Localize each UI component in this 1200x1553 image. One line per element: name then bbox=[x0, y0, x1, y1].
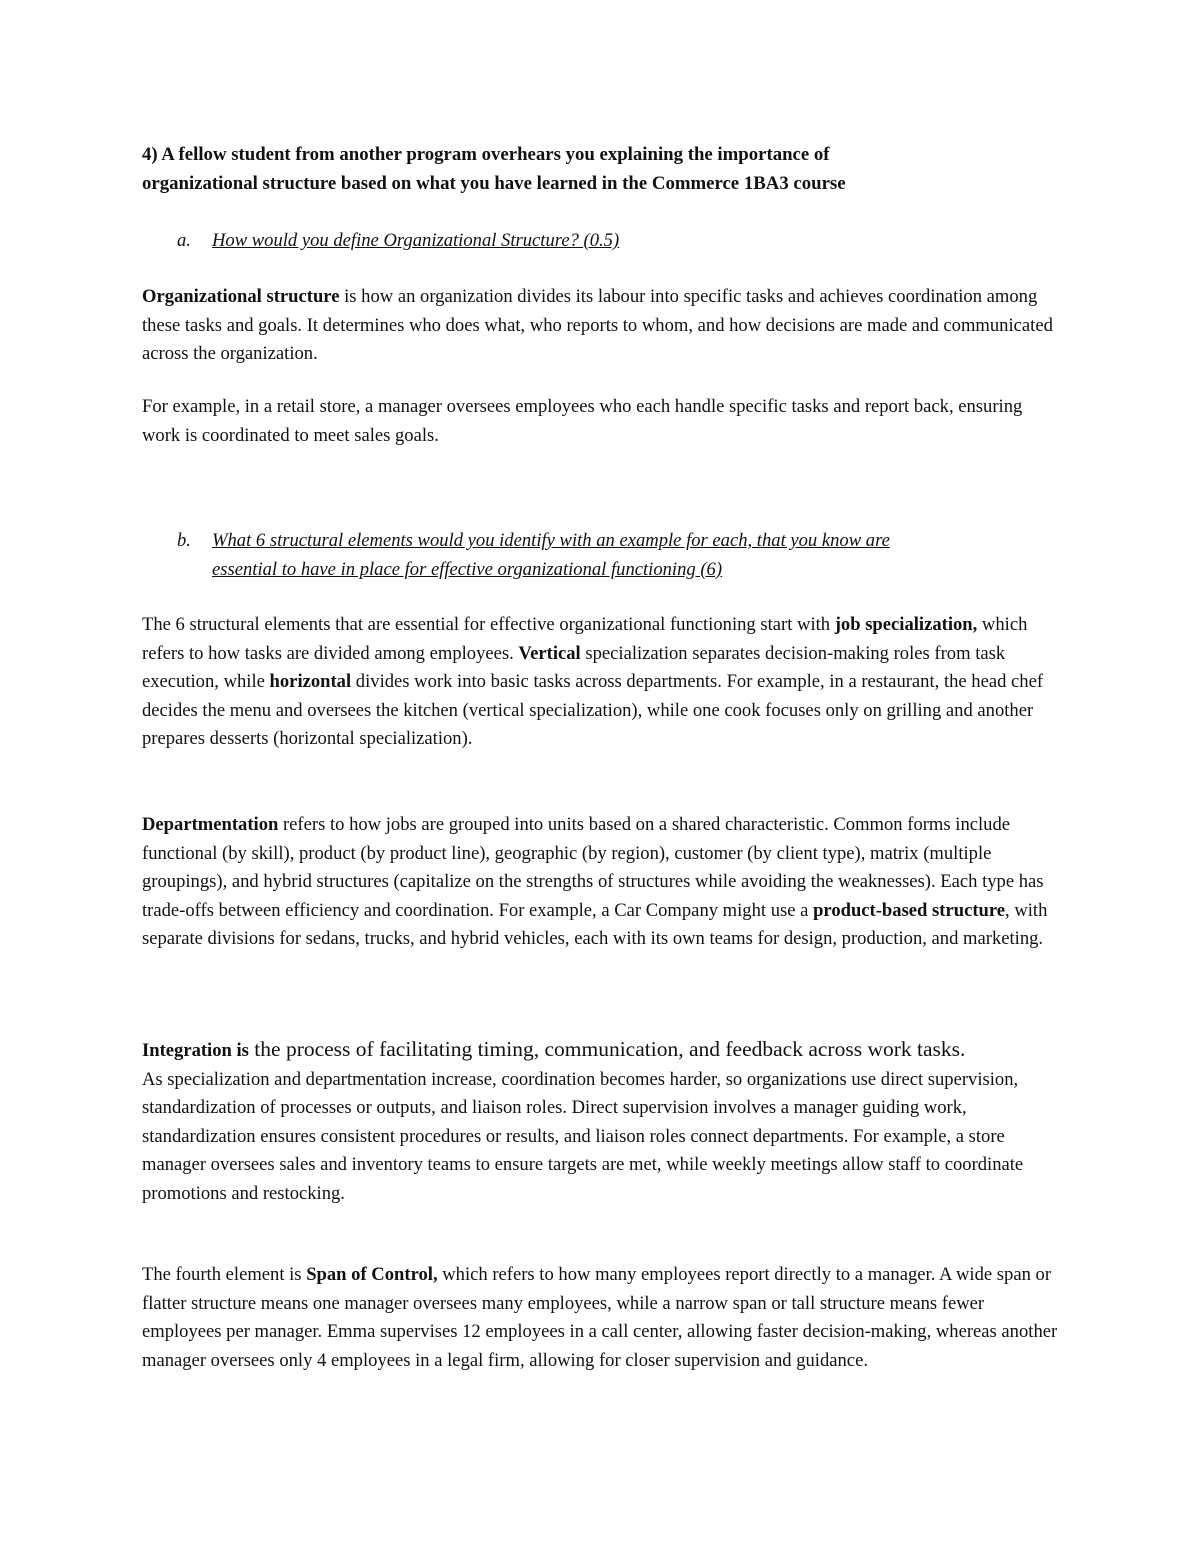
paragraph-span-of-control bbox=[142, 1261, 1062, 1375]
spec-text-3: specialization separates decision-making roles from task execution, while bbox=[142, 642, 1006, 693]
integration-text: As specialization and departmentation increase, coordination becomes harder, so organizations use direct supervision, standardization of processes or outputs, and liaison roles. Direct supervision involves a manager guiding work, standardization ensures consistent procedures or results, and liaison roles connect departments. For example, a store manager oversees sales and inventory teams to ensure targets are met, while weekly meetings allow staff to coordinate promotions and restocking. bbox=[142, 1068, 1024, 1204]
term-job-specialization: job specialization, bbox=[834, 614, 978, 635]
question-b-line2: essential to have in place for effective organizational functioning (6) bbox=[212, 558, 723, 580]
answer-a-definition bbox=[142, 283, 1062, 369]
term-span-of-control: Span of Control, bbox=[306, 1264, 438, 1285]
integration-definition: the process of facilitating timing, communication, and feedback across work tasks. bbox=[248, 1037, 966, 1061]
term-vertical: Vertical bbox=[518, 642, 581, 664]
spec-text-2: which refers to how tasks are divided among employees. bbox=[142, 614, 1028, 664]
question-heading-line1: 4) A fellow student from another program overhears you explaining the importance of bbox=[142, 144, 830, 165]
span-text-2: which refers to how many employees report directly to a manager. A wide span or flatter structure means one manager oversees many employees, while a narrow span or tall structure means fewer employees per manager. Emma supervises 12 employees in a call center, allowing faster decision-making, whereas another manager oversees only 4 employees in a legal firm, allowing for closer supervision and guidance. bbox=[142, 1264, 1058, 1371]
paragraph-job-specialization bbox=[142, 611, 1062, 754]
spec-text-1: The 6 structural elements that are essential for effective organizational functioning start with bbox=[142, 614, 835, 635]
answer-a-example: For example, in a retail store, a manager oversees employees who each handle specific tasks and report back, ensuring work is coordinated to meet sales goals. bbox=[142, 396, 1023, 446]
question-a-text: How would you define Organizational Structure? (0.5) bbox=[212, 230, 620, 251]
question-b-text bbox=[212, 527, 1042, 584]
question-b-marker: b. bbox=[177, 530, 191, 551]
term-organizational-structure: Organizational structure bbox=[142, 286, 340, 307]
question-b-line1: What 6 structural elements would you identify with an example for each, that you know are bbox=[212, 530, 890, 551]
spec-text-4: divides work into basic tasks across departments. For example, in a restaurant, the head chef decides the menu and oversees the kitchen (vertical specialization), while one cook focuses only on grilling and another prepares desserts (horizontal specialization). bbox=[142, 671, 1044, 750]
term-horizontal: horizontal bbox=[269, 671, 352, 693]
term-departmentation: Departmentation bbox=[142, 814, 279, 835]
term-integration: Integration is bbox=[142, 1040, 249, 1061]
definition-text: is how an organization divides its labour into specific tasks and achieves coordination among these tasks and goals. It determines who does what, who reports to whom, and how decisions are made and communicated across the organization. bbox=[142, 286, 1053, 365]
paragraph-integration bbox=[142, 1035, 1062, 1209]
paragraph-departmentation bbox=[142, 811, 1062, 954]
dept-text-2: , with separate divisions for sedans, trucks, and hybrid vehicles, each with its own teams for design, production, and marketing. bbox=[142, 899, 1048, 950]
term-product-based-structure: product-based structure bbox=[813, 899, 1006, 921]
question-heading-line2: organizational structure based on what you have learned in the Commerce 1BA3 course bbox=[142, 172, 846, 194]
dept-text-1: refers to how jobs are grouped into units based on a shared characteristic. Common forms include functional (by skill), product (by product line), geographic (by region), customer (by client type), matrix (multiple groupings), and hybrid structures (capitalize on the strengths of structures while avoiding the weaknesses). Each type has trade-offs between efficiency and coordination. For example, a Car Company might use a bbox=[142, 814, 1044, 921]
question-a-marker: a. bbox=[177, 230, 191, 251]
question-heading bbox=[142, 141, 1062, 198]
span-text-1: The fourth element is bbox=[142, 1264, 307, 1285]
